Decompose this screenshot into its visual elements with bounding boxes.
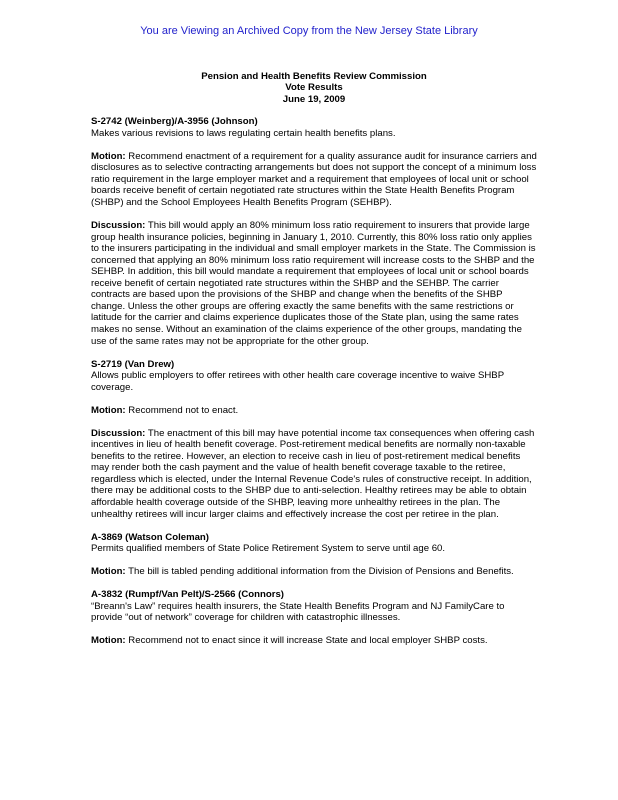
bill-title: A-3869 (Watson Coleman) [91,531,209,543]
bill-title: S-2742 (Weinberg)/A-3956 (Johnson) [91,116,258,128]
archive-banner: You are Viewing an Archived Copy from the New Jersey State Library [140,25,478,37]
discussion-text: The enactment of this bill may have potential income tax consequences when offering cash incentives in lieu of health benefit coverage. Post-retirement medical benefits are normally non-taxable benefits to the retiree. However, an election to receive cash in lieu of post-retirement medical benefits may render both the cash payment and the value of health benefit coverage taxable to the retiree, regardless which is elected, under the Internal Revenue Code's rules of constructive receipt. In addition, there may be additional costs to the SHBP due to anti-selection. Healthy retirees may be able to obtain affordable health coverage outside of the SHBP, leaving more unhealthy retirees in the plan. The unhealthy retirees will incur larger claims and effectively increase the cost per retiree in the plan. [91,427,535,520]
bill-description: Permits qualified members of State Police Retirement System to serve until age 60. [91,543,446,555]
bill-section [91,532,537,578]
motion-label: Motion: [91,635,126,647]
bill-description: “Breann's Law” requires health insurers, the State Health Benefits Program and NJ FamilyCare to provide “out of network” coverage for children with catastrophic illnesses. [91,600,505,624]
motion-label: Motion: [91,566,126,578]
motion-text: The bill is tabled pending additional information from the Division of Pensions and Benefits. [125,566,514,578]
motion-paragraph [91,635,537,647]
motion-paragraph [91,405,537,417]
discussion-paragraph [91,428,537,520]
document-page [91,71,537,658]
motion-label: Motion: [91,150,126,162]
discussion-label: Discussion: [91,220,146,232]
discussion-label: Discussion: [91,427,146,439]
bill-title: A-3832 (Rumpf/Van Pelt)/S-2566 (Connors) [91,589,284,601]
header-title: Pension and Health Benefits Review Commission [201,71,427,82]
motion-text: Recommend not to enact since it will increase State and local employer SHBP costs. [125,635,488,647]
bill-section [91,116,537,347]
bill-section [91,589,537,647]
bill-description: Allows public employers to offer retirees with other health care coverage incentive to waive SHBP coverage. [91,370,504,393]
motion-label: Motion: [91,404,126,416]
discussion-paragraph [91,220,537,347]
bill-description: Makes various revisions to laws regulating certain health benefits plans. [91,127,396,139]
header-date: June 19, 2009 [282,93,346,105]
discussion-text: This bill would apply an 80% minimum loss ratio requirement to insurers that provide large group health insurance policies, beginning in January 1, 2010. Currently, this 80% loss ratio only applies to the insurers participating in the individual and small employer markets in the State. The Commission is concerned that applying an 80% minimum loss ratio requirement will increase costs to the SHBP and the SEHBP. In addition, this bill would mandate a requirement that employees of local unit or school boards receive benefit of certain negotiated rate structures within the SHBP and the SEHBP. The carrier contracts are based upon the provisions of the SHBP and change when the benefits of the SHBP change. Unless the other groups are offering exactly the same benefits with the same restrictions or latitude for the carrier and claims experience duplicates those of the State plan, using the same rates makes no sense. Without an examination of the claims experience of the other groups, mandating the use of the same rates may not be appropriate for the other group. [91,220,536,347]
motion-paragraph [91,566,537,578]
bill-title: S-2719 (Van Drew) [91,358,175,370]
bill-section [91,359,537,521]
document-header [91,71,537,105]
motion-paragraph [91,151,537,209]
header-subtitle: Vote Results [285,82,343,94]
motion-text: Recommend not to enact. [125,404,239,416]
motion-text: Recommend enactment of a requirement for a quality assurance audit for insurance carriers and disclosures as to selective contracting arrangements but does not support the concept of a minimum loss ratio requirement in the large employer market and a requirement that employees of local unit or school boards receive benefit of certain negotiated rate structures within the State Health Benefits Program (SHBP) and the School Employees Health Benefits Program (SEHBP). [91,150,537,208]
